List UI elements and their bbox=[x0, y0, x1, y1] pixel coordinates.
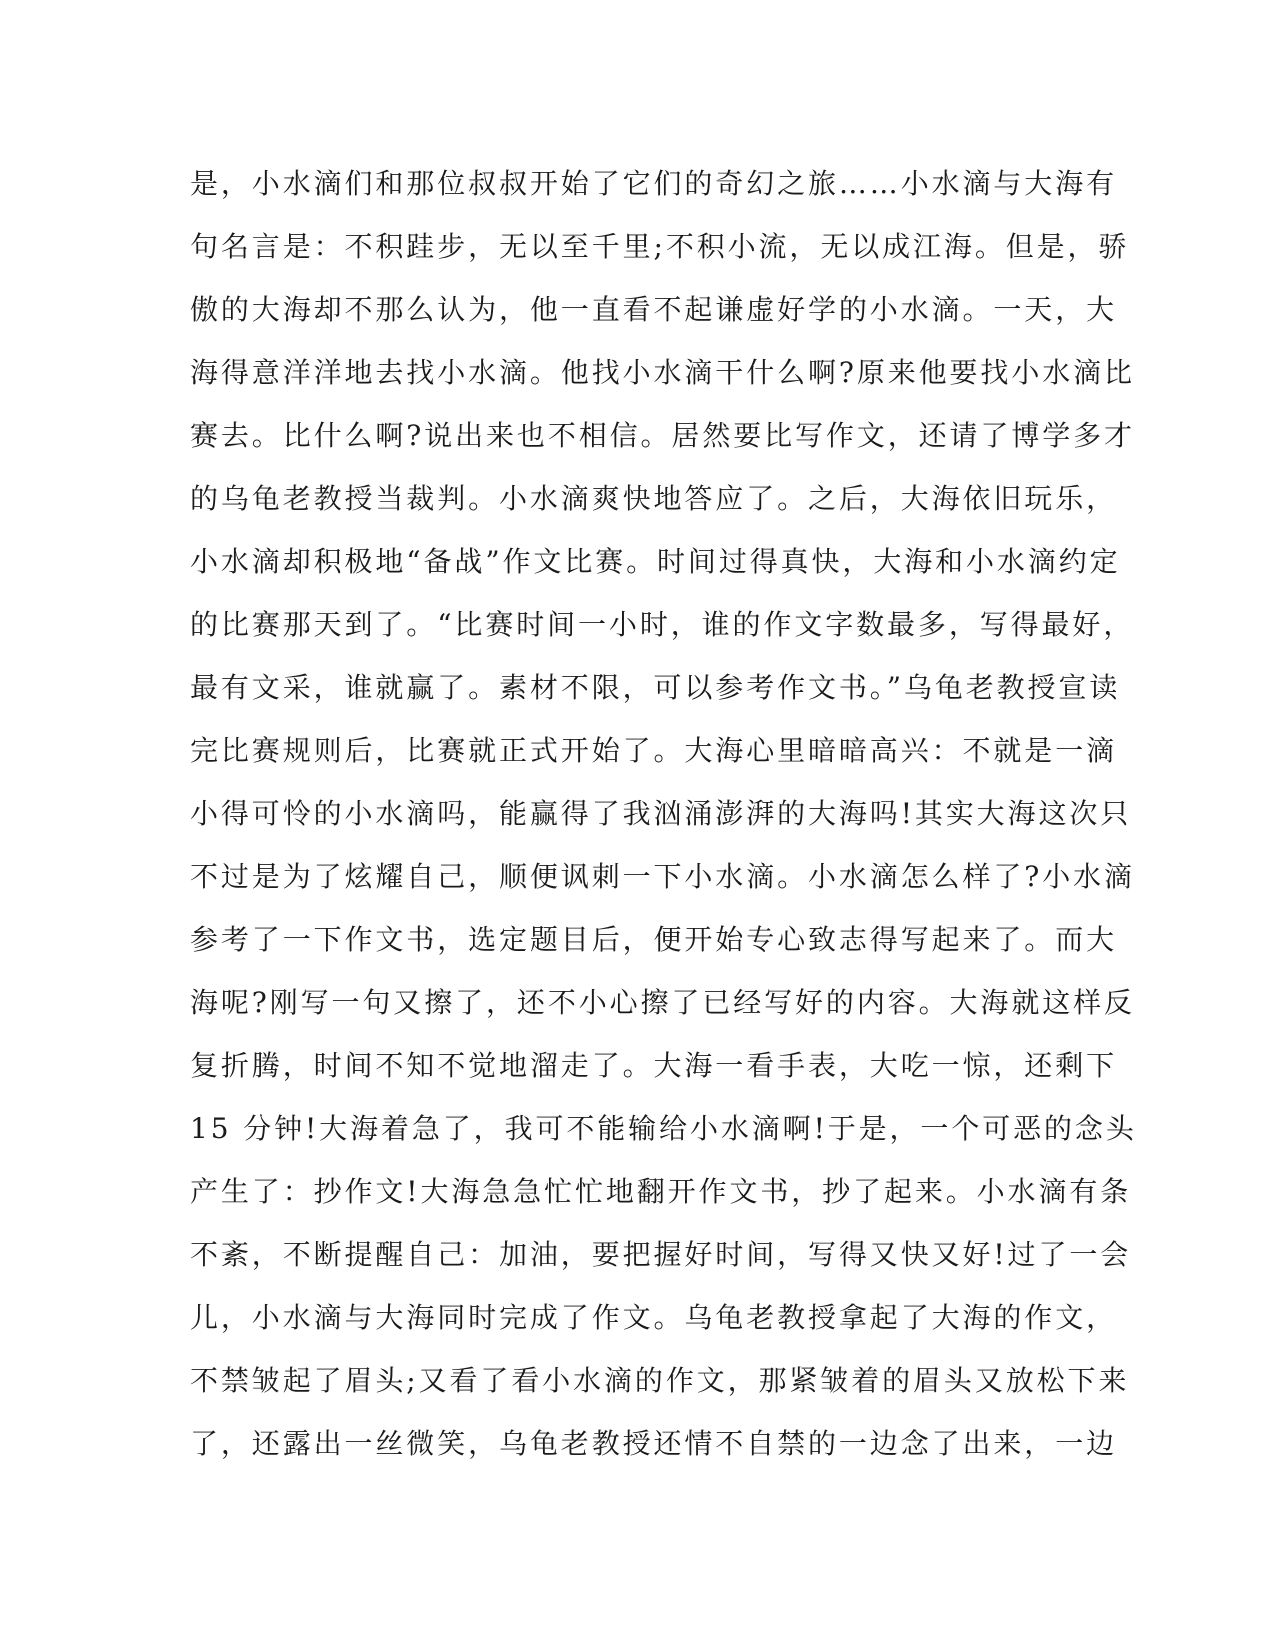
text-line: 最有文采，谁就赢了。素材不限，可以参考作文书。”乌龟老教授宣读 bbox=[190, 671, 1121, 704]
text-line: 是，小水滴们和那位叔叔开始了它们的奇幻之旅……小水滴与大海有 bbox=[190, 167, 1118, 200]
text-line: 不禁皱起了眉头;又看了看小水滴的作文，那紧皱着的眉头又放松下来 bbox=[190, 1364, 1130, 1397]
text-line: 儿，小水滴与大海同时完成了作文。乌龟老教授拿起了大海的作文， bbox=[190, 1301, 1118, 1334]
text-line: 海呢?刚写一句又擦了，还不小心擦了已经写好的内容。大海就这样反 bbox=[190, 986, 1135, 1019]
text-line: 句名言是：不积跬步，无以至千里;不积小流，无以成江海。但是，骄 bbox=[190, 230, 1130, 263]
text-line: 不紊，不断提醒自己：加油，要把握好时间，写得又快又好!过了一会 bbox=[190, 1238, 1132, 1271]
text-line: 海得意洋洋地去找小水滴。他找小水滴干什么啊?原来他要找小水滴比 bbox=[190, 356, 1135, 389]
text-line: 完比赛规则后，比赛就正式开始了。大海心里暗暗高兴：不就是一滴 bbox=[190, 734, 1118, 767]
text-line: 小得可怜的小水滴吗，能赢得了我汹涌澎湃的大海吗!其实大海这次只 bbox=[190, 797, 1132, 830]
text-line: 赛去。比什么啊?说出来也不相信。居然要比写作文，还请了博学多才 bbox=[190, 419, 1135, 452]
text-line: 的乌龟老教授当裁判。小水滴爽快地答应了。之后，大海依旧玩乐， bbox=[190, 482, 1118, 515]
text-line: 产生了：抄作文!大海急急忙忙地翻开作文书，抄了起来。小水滴有条 bbox=[190, 1175, 1132, 1208]
text-line: 的比赛那天到了。“比赛时间一小时，谁的作文字数最多，写得最好， bbox=[190, 608, 1135, 641]
text-line: 了，还露出一丝微笑，乌龟老教授还情不自禁的一边念了出来，一边 bbox=[190, 1427, 1118, 1460]
text-line: 不过是为了炫耀自己，顺便讽刺一下小水滴。小水滴怎么样了?小水滴 bbox=[190, 860, 1135, 893]
text-line: 15 分钟!大海着急了，我可不能输给小水滴啊!于是，一个可恶的念头 bbox=[190, 1112, 1137, 1145]
text-line: 小水滴却积极地“备战”作文比赛。时间过得真快，大海和小水滴约定 bbox=[190, 545, 1121, 578]
text-line: 复折腾，时间不知不觉地溜走了。大海一看手表，大吃一惊，还剩下 bbox=[190, 1049, 1118, 1082]
body-text bbox=[190, 166, 1137, 1489]
text-line: 参考了一下作文书，选定题目后，便开始专心致志得写起来了。而大 bbox=[190, 923, 1118, 956]
text-line: 傲的大海却不那么认为，他一直看不起谦虚好学的小水滴。一天，大 bbox=[190, 293, 1118, 326]
